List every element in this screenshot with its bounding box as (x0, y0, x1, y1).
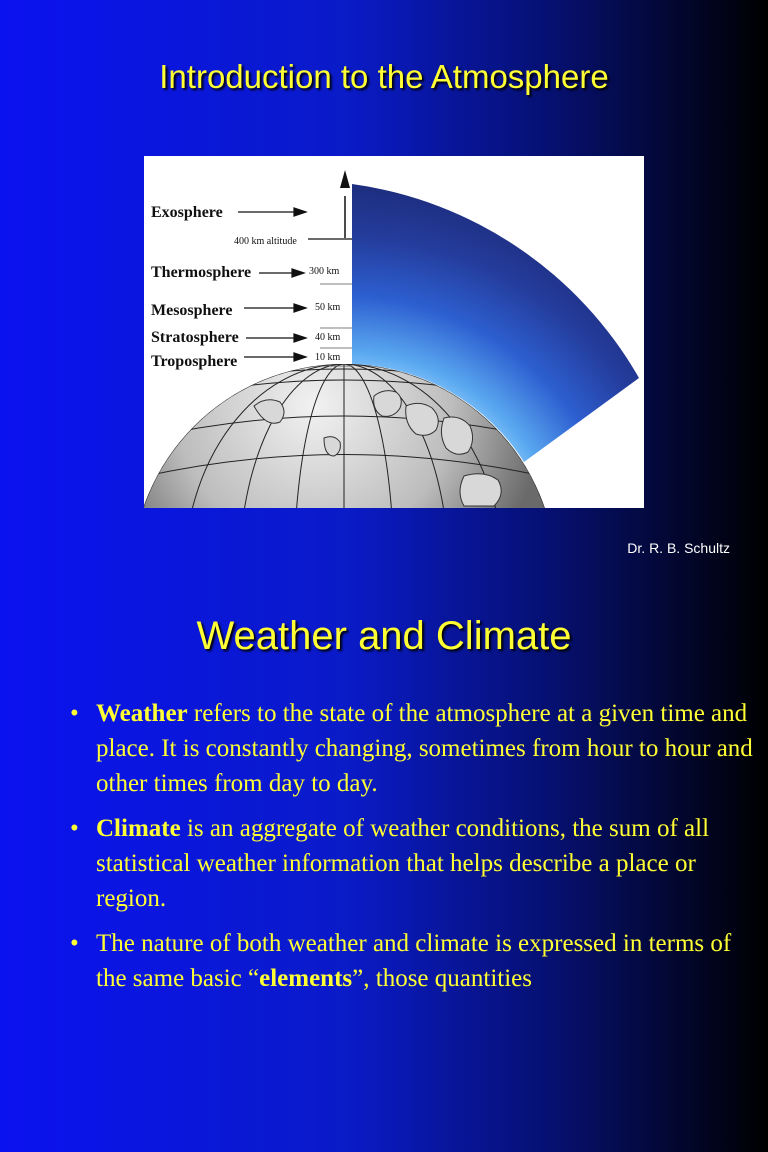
altitude-label-40km: 40 km (315, 332, 341, 343)
layer-label-stratosphere: Stratosphere (151, 329, 239, 346)
bullet-term: Climate (96, 815, 181, 842)
bullet-text-lead: The nature of both weather and climate is expressed in terms of the same basic “ (96, 930, 732, 992)
slide-title: Introduction to the Atmosphere (159, 58, 609, 95)
altitude-label-300km: 300 km (309, 266, 340, 277)
layer-label-exosphere: Exosphere (151, 204, 223, 221)
bullet-text: is an aggregate of weather conditions, the sum of all statistical weather information that helps describe a place or region. (96, 815, 710, 912)
atmosphere-diagram-svg (144, 156, 644, 508)
boundary-400km-label: 400 km altitude (234, 236, 297, 247)
bullet-term: elements (259, 965, 353, 992)
bullet-list (70, 696, 760, 1006)
bullet-icon: • (70, 930, 79, 957)
atmosphere-diagram (144, 156, 644, 508)
bullet-term: Weather (96, 700, 188, 727)
bullet-icon: • (70, 815, 79, 842)
slide-title: Weather and Climate (196, 614, 572, 658)
bullet-item (70, 811, 760, 916)
altitude-label-10km: 10 km (315, 352, 341, 363)
bullet-text: refers to the state of the atmosphere at a given time and place. It is constantly changing, sometimes from hour to hour and other times from day to day. (96, 700, 753, 797)
bullet-icon: • (70, 700, 79, 727)
slide-weather-climate (0, 576, 768, 1152)
layer-label-mesosphere: Mesosphere (151, 302, 233, 319)
bullet-item (70, 926, 760, 996)
altitude-label-50km: 50 km (315, 302, 341, 313)
bullet-text: ”, those quantities (352, 965, 532, 992)
author-credit: Dr. R. B. Schultz (627, 540, 730, 556)
axis-arrowhead (340, 170, 350, 188)
layer-arrows (238, 208, 306, 361)
layer-label-troposphere: Troposphere (151, 353, 238, 370)
layer-label-thermosphere: Thermosphere (151, 264, 252, 281)
bullet-item (70, 696, 760, 801)
